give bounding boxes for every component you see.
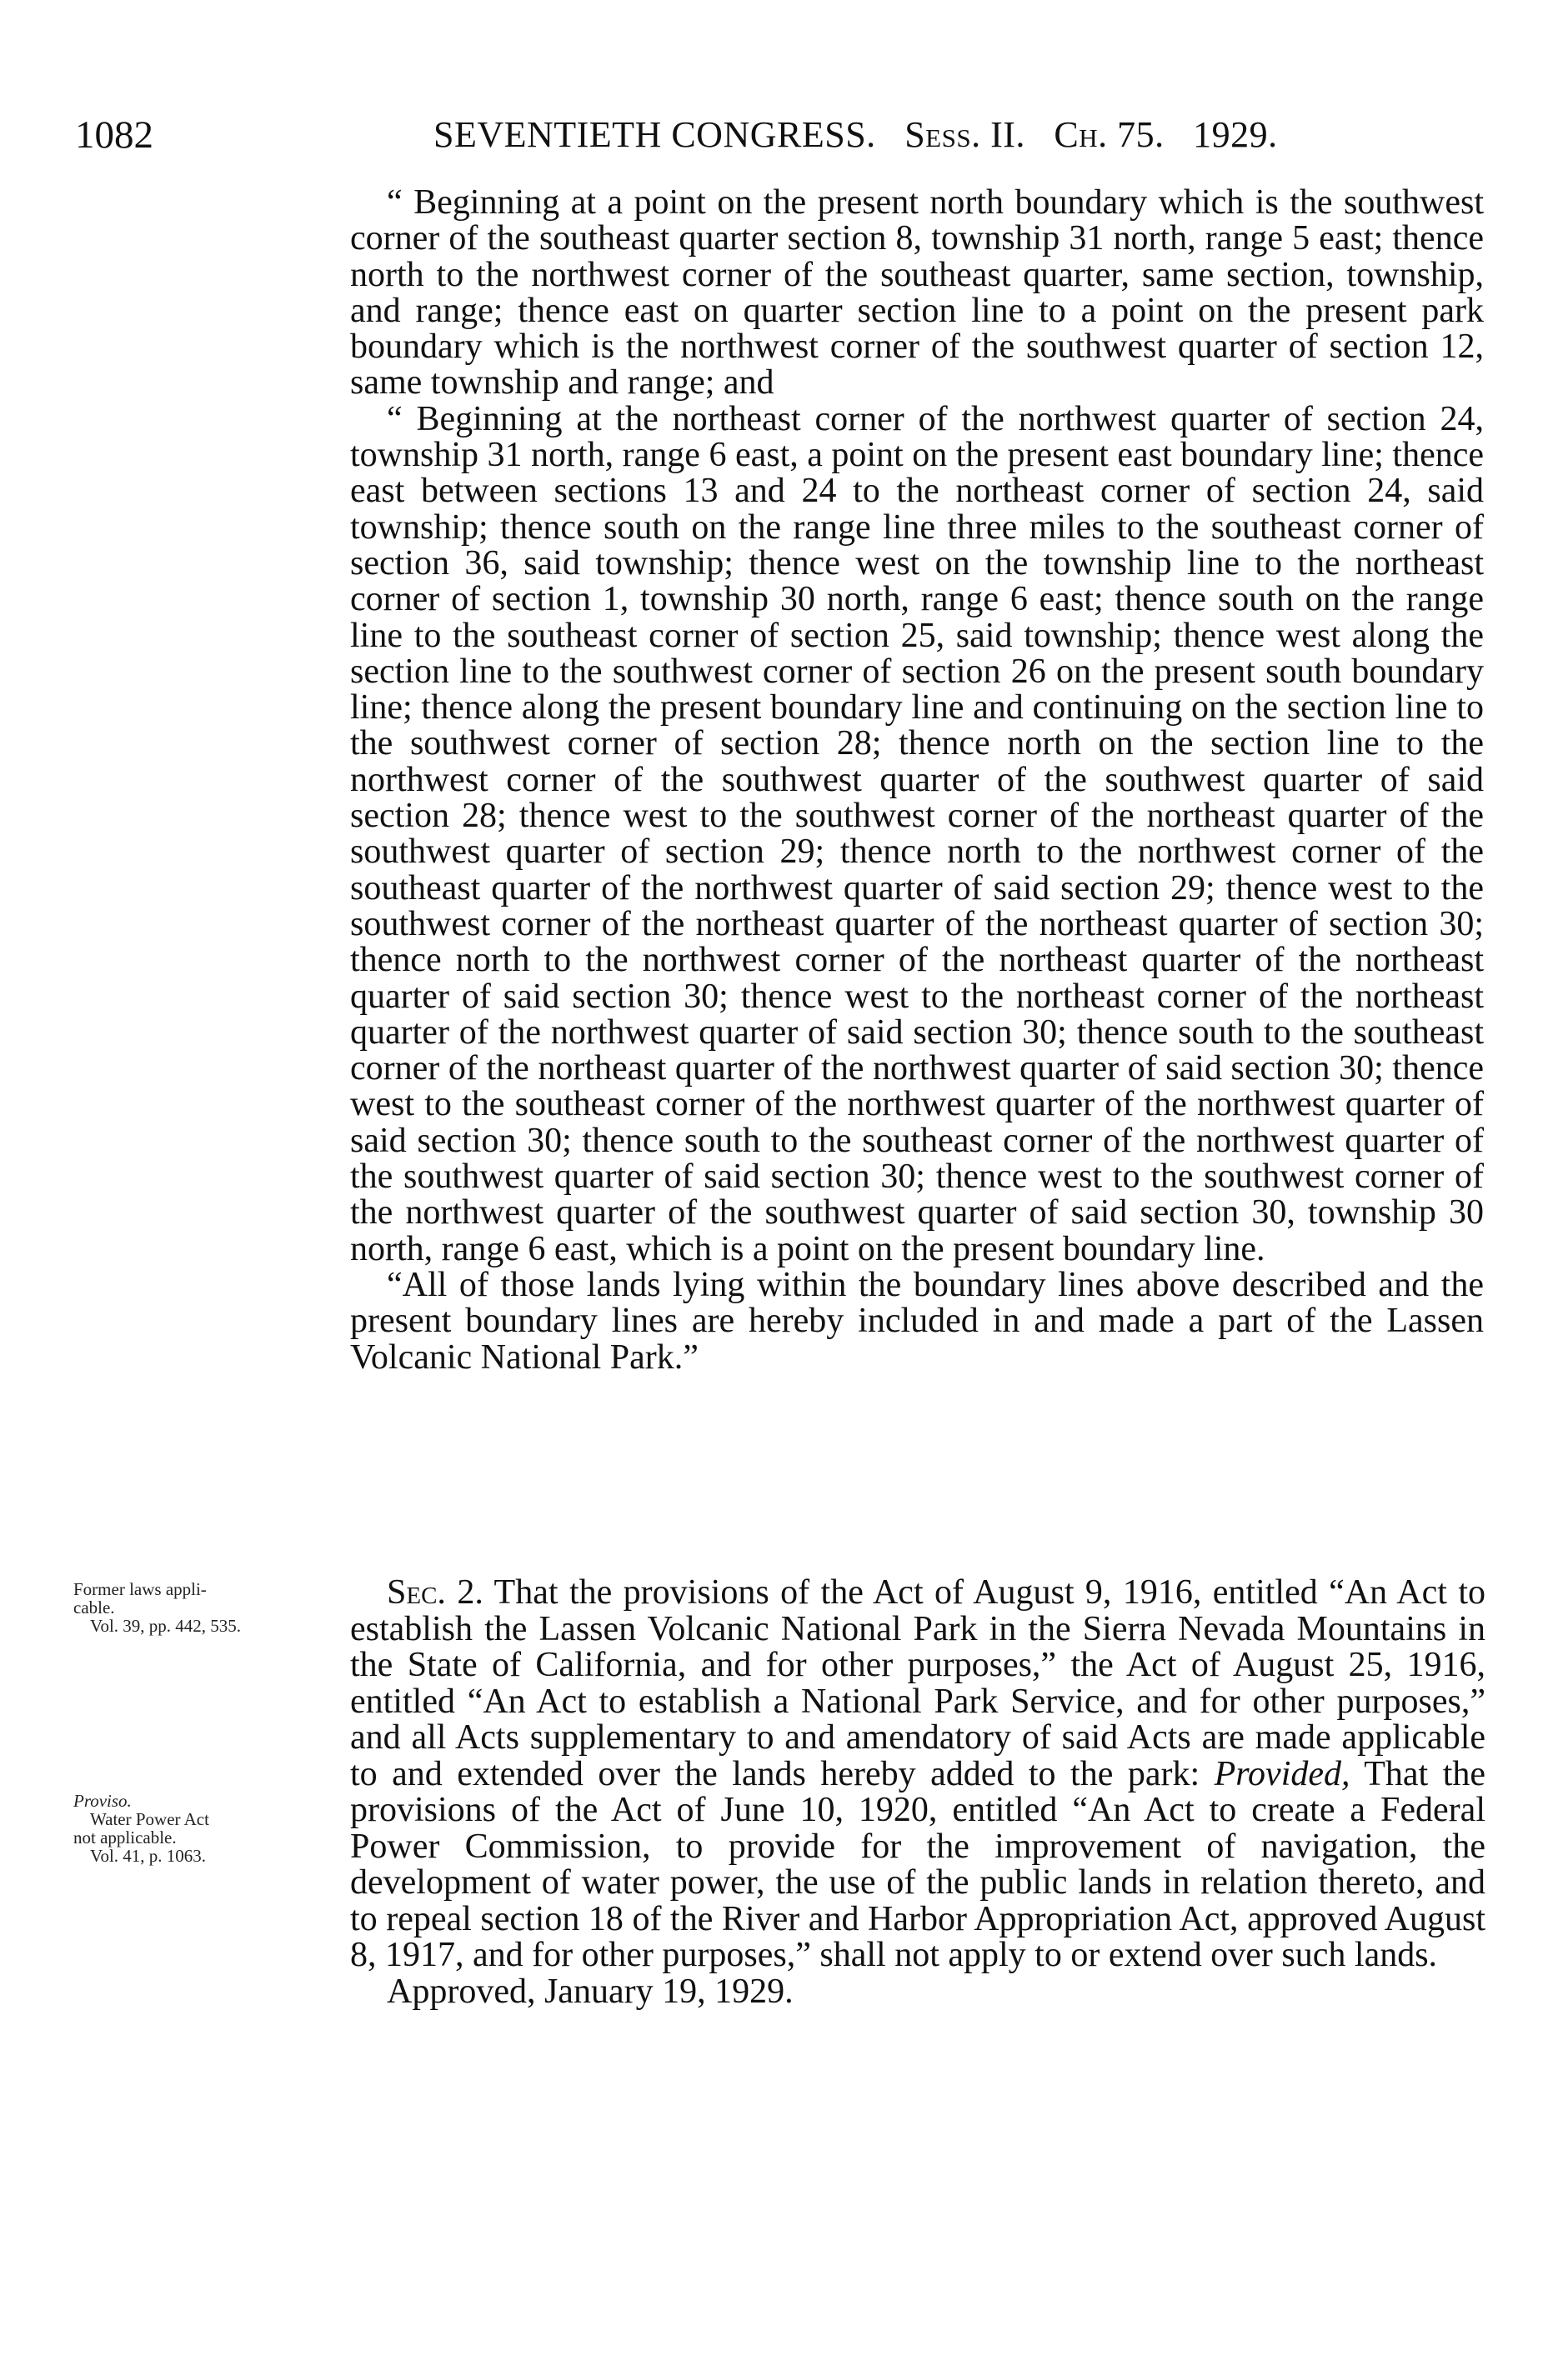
margin-water-power-ref: Vol. 41, p. 1063. (90, 1846, 207, 1866)
margin-proviso-label (73, 1792, 323, 1810)
section-two-block (350, 1575, 1485, 2010)
margin-water-power-line1: Water Power Act (90, 1809, 209, 1829)
running-head (433, 110, 1278, 160)
congress-title: SEVENTIETH CONGRESS. (433, 114, 876, 155)
paragraph-lands-included: “All of those lands lying within the boundary lines above described and the present boundary lines are hereby included in and made a part of the Lassen Volcanic National Park.” (350, 1265, 1484, 1377)
margin-proviso-text: Proviso. (73, 1791, 132, 1811)
approval-line: Approved, January 19, 1929. (387, 1972, 794, 2011)
margin-note-former-laws (73, 1580, 323, 1635)
margin-former-laws-line2: cable. (73, 1598, 115, 1618)
proviso-word: Provided, (1214, 1754, 1350, 1793)
chapter-label: Ch. 75. (1054, 114, 1165, 155)
paragraph-first-boundary: “ Beginning at a point on the present north boundary which is the southwest corner of the southeast quarter section 8, township 31 north, range 5 east; thence north to the northwest corner of the southeast quarter, same section, township, and range; thence east on quarter section line to a point on the present park boundary which is the northwest corner of the southwest quarter of section 12, same township and range; and (350, 183, 1484, 402)
section-2-text-a: That the provisions of the Act of August 9, 1916, entitled “An Act to establish the Lassen Volcanic National Park in the Sierra Nevada Mountains in the State of California, and for other purposes,” the Act of August 25, 1916, entitled “An Act to establish a National Park Service, and for other purposes,” and all Acts supplementary to and amendatory of said Acts are made applicable to and extended over the lands hereby added to the park: (350, 1573, 1486, 1793)
section-2-text-b: That the provisions of the Act of June 10, 1920, entitled “An Act to create a Federal Power Commission, to provide for the improvement of navigation, the development of water power, the use of the public lands in relation thereto, and to repeal section 18 of the River and Harbor Appropriation Act, approved August 8, 1917, and for other purposes,” shall not apply to or extend over such lands. (350, 1754, 1486, 1974)
section-2-paragraph (350, 1575, 1485, 1974)
boundary-description (350, 185, 1484, 1376)
year-label: 1929. (1193, 114, 1278, 155)
margin-water-power-line2: not applicable. (73, 1828, 177, 1848)
section-2-label: Sec. 2. (387, 1573, 483, 1612)
page-number: 1082 (75, 113, 153, 157)
margin-former-laws-ref: Vol. 39, pp. 442, 535. (90, 1616, 242, 1636)
margin-note-water-power (73, 1792, 323, 1865)
margin-former-laws-line1: Former laws appli- (73, 1579, 207, 1599)
running-header (0, 110, 1568, 160)
paragraph-second-boundary: “ Beginning at the northeast corner of the northwest quarter of section 24, township 31 north, range 6 east, a point on the present east boundary line; thence east between sections 13 and 24 to the northeast corner of section 24, said township; thence south on the range line three miles to the southeast corner of section 36, said township; thence west on the township line to the northeast corner of section 1, township 30 north, range 6 east; thence south on the range line to the southeast corner of section 25, said township; thence west along the section line to the southwest corner of section 26 on the present south boundary line; thence along the present boundary line and continuing on the section line to the southwest corner of section 28; thence north on the section line to the northwest corner of the southwest quarter of the southwest quarter of said section 28; thence west to the southwest corner of the northeast quarter of the southwest quarter of section 29; thence north to the northwest corner of the southeast quarter of the northwest quarter of said section 29; thence west to the southwest corner of the northeast quarter of the northeast quarter of section 30; thence north to the northwest corner of the northeast quarter of the northeast quarter of said section 30; thence west to the northeast corner of the northeast quarter of the northwest quarter of said section 30; thence south to the southeast corner of the northeast quarter of the northwest quarter of said section 30; thence west to the southeast corner of the northwest quarter of the northwest quarter of said section 30; thence south to the southeast corner of the northwest quarter of the southwest quarter of said section 30; thence west to the southwest corner of the northwest quarter of the southwest quarter of said section 30, township 30 north, range 6 east, which is a point on the present boundary line. (350, 399, 1484, 1268)
session-label: Sess. II. (904, 114, 1025, 155)
